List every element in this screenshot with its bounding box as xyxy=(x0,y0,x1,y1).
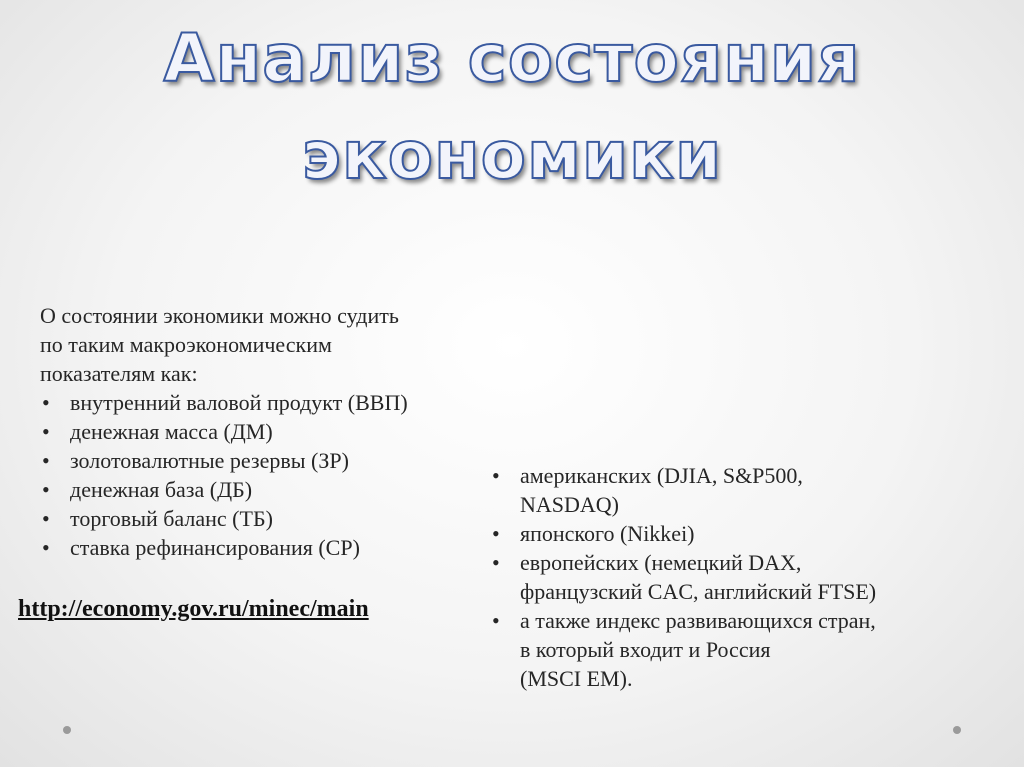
list-item xyxy=(42,446,530,475)
list-item xyxy=(42,475,530,504)
list-item-text: золотовалютные резервы (ЗР) xyxy=(70,448,349,473)
bullet-icon: • xyxy=(492,463,500,488)
list-item xyxy=(492,519,990,548)
list-item xyxy=(42,388,530,417)
decorative-dot-icon xyxy=(63,726,71,734)
bullet-icon: • xyxy=(42,506,50,531)
bullet-icon: • xyxy=(42,390,50,415)
list-item xyxy=(492,606,990,693)
list-item-text: в который входит и Россия xyxy=(520,637,771,662)
list-item xyxy=(492,461,990,519)
slide-title-line-2: экономики xyxy=(301,117,723,194)
list-item xyxy=(42,533,530,562)
bullet-icon: • xyxy=(42,448,50,473)
list-item xyxy=(492,548,990,606)
bullet-icon: • xyxy=(42,419,50,444)
indicators-list xyxy=(42,388,530,562)
list-item-text: американских (DJIA, S&P500, xyxy=(520,463,803,488)
intro-line-1: О состоянии экономики можно судить xyxy=(40,303,399,328)
intro-paragraph xyxy=(40,301,520,388)
list-item-text: внутренний валовой продукт (ВВП) xyxy=(70,390,408,415)
list-item-text: а также индекс развивающихся стран, xyxy=(520,608,876,633)
bullet-icon: • xyxy=(42,535,50,560)
list-item-text: денежная масса (ДМ) xyxy=(70,419,273,444)
list-item-text: NASDAQ) xyxy=(520,492,619,517)
list-item xyxy=(42,417,530,446)
intro-line-3: показателям как: xyxy=(40,361,198,386)
economy-ministry-link[interactable]: http://economy.gov.ru/minec/main xyxy=(18,596,369,622)
list-item-text: торговый баланс (ТБ) xyxy=(70,506,273,531)
list-item-text: (MSCI EM). xyxy=(520,666,633,691)
bullet-icon: • xyxy=(492,550,500,575)
intro-line-2: по таким макроэкономическим xyxy=(40,332,332,357)
list-item-text: ставка рефинансирования (СР) xyxy=(70,535,360,560)
list-item-text: французский CAC, английский FTSE) xyxy=(520,579,877,604)
list-item-text: японского (Nikkei) xyxy=(520,521,695,546)
list-item xyxy=(42,504,530,533)
list-item-text: европейских (немецкий DAX, xyxy=(520,550,802,575)
bullet-icon: • xyxy=(42,477,50,502)
slide-title-line-1: Анализ состояния xyxy=(163,20,861,97)
stock-indices-list xyxy=(492,461,990,693)
list-item-text: денежная база (ДБ) xyxy=(70,477,253,502)
bullet-icon: • xyxy=(492,608,500,633)
bullet-icon: • xyxy=(492,521,500,546)
decorative-dot-icon xyxy=(953,726,961,734)
